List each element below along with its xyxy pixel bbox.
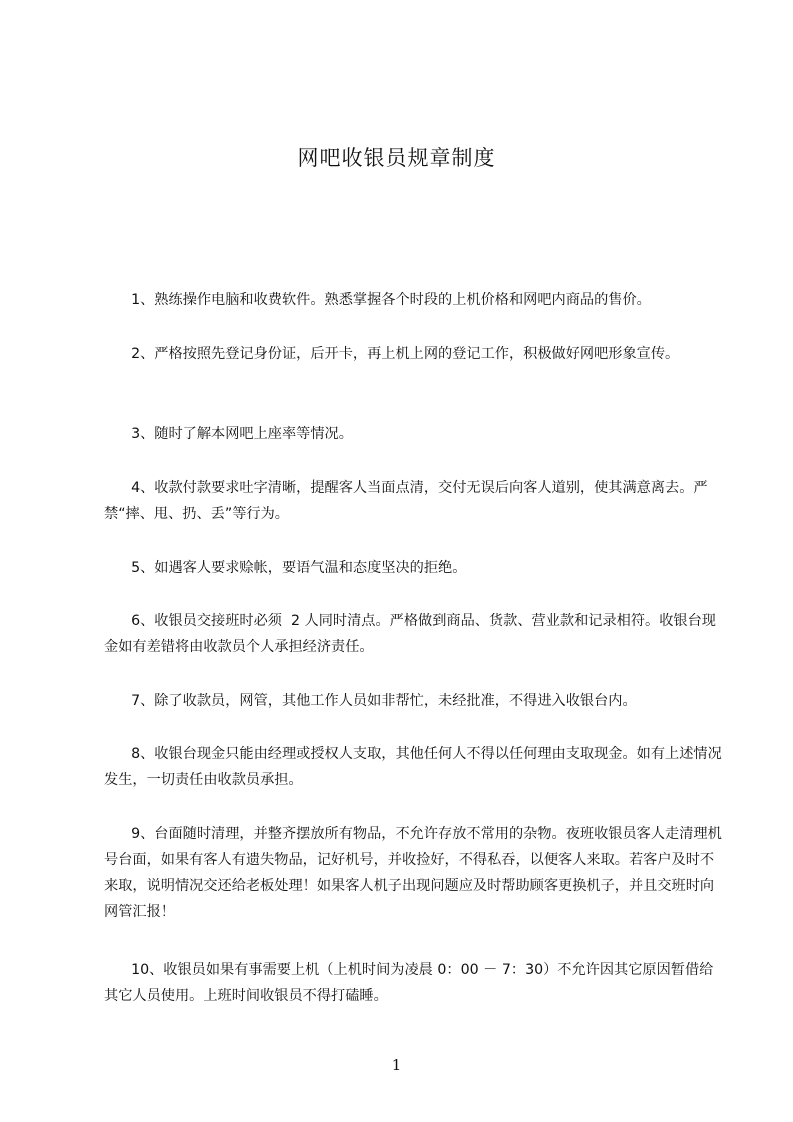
- rule-5: 5、如遇客人要求赊帐，要语气温和态度坚决的拒绝。: [104, 560, 467, 576]
- page-number: 1: [391, 1056, 402, 1074]
- rule-10: 10、收银员如果有事需要上机（上机时间为凌晨 0：00 － 7：30）不允许因其它原因暂借给其它人员使用。上班时间收银员不得打磕睡。: [104, 962, 714, 1004]
- document-title: 网吧收银员规章制度: [297, 146, 496, 170]
- rule-3: 3、随时了解本网吧上座率等情况。: [104, 426, 353, 442]
- rule-4: 4、收款付款要求吐字清晰，提醒客人当面点清，交付无误后向客人道别，使其满意离去。严禁“摔、甩、扔、丢”等行为。: [104, 480, 708, 522]
- rule-9: 9、台面随时清理，并整齐摆放所有物品，不允许存放不常用的杂物。夜班收银员客人走清理机号台面，如果有客人有遗失物品，记好机号，并收捡好，不得私吞，以便客人来取。若客户及时不来取，说明情况交还给老板处理！如果客人机子出现问题应及时帮助顾客更换机子，并且交班时向网管汇报！: [104, 826, 722, 920]
- rule-7: 7、除了收款员，网管，其他工作人员如非帮忙，未经批准，不得进入收银台内。: [104, 693, 637, 709]
- rule-8: 8、收银台现金只能由经理或授权人支取，其他任何人不得以任何理由支取现金。如有上述情况发生，一切责任由收款员承担。: [104, 746, 722, 788]
- rule-1: 1、熟练操作电脑和收费软件。熟悉掌握各个时段的上机价格和网吧内商品的售价。: [104, 292, 651, 308]
- rule-6: 6、收银员交接班时必须 2 人同时清点。严格做到商品、货款、营业款和记录相符。收银台现金如有差错将由收款员个人承担经济责任。: [104, 613, 716, 655]
- rule-2: 2、严格按照先登记身份证，后开卡，再上机上网的登记工作，积极做好网吧形象宣传。: [104, 346, 680, 362]
